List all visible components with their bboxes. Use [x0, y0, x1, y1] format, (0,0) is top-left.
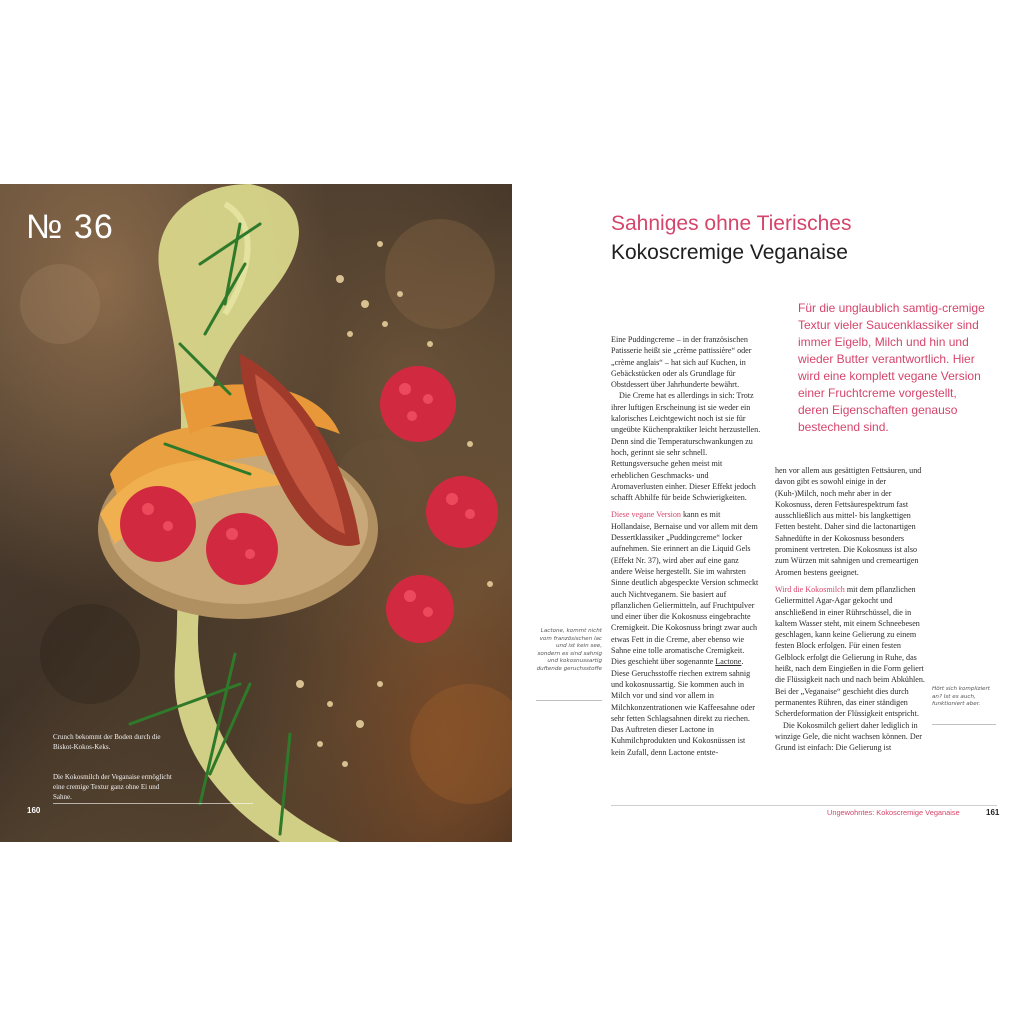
article-title: Kokoscremige Veganaise — [611, 241, 848, 264]
article-intro: Für die unglaublich samtig-cremige Textur vieler Saucenklassiker sind immer Eigelb, Milch und hin und wieder Butter verantwortlich. Hier wird eine komplett vegane Version einer Fruchtcreme vorgestellt, deren Eigenschaften genauso bestechend sind. — [798, 301, 985, 434]
food-photo — [0, 184, 512, 842]
paragraph-text: . Diese Geruchsstoffe riechen extrem sahnig und kokosnussartig. Sie kommen auch in Milch vor und sind vor allem in Milchkonzentrationen wie Kaffeesahne oder sehr fetten Schlagsahnen direkt zu riechen. Das Auftreten dieser Lactone in Kuhmilchprodukten und Kokosnüssen ist kein Zufall, denn Lactone entste- — [611, 657, 755, 757]
paragraph: Die Creme hat es allerdings in sich: Trotz ihrer luftigen Erscheinung ist sie weder ein kalorisches Leichtgewicht noch ist sie für ungeübte Küchenpraktiker leicht herzustellen. Denn sind die Temperaturschwankungen zu hoch, gerinnt sie sehr schnell. Rettungsversuche gehen meist mit erheblichen Geschmacks- und Aromaverlusten einher. Dieser Effekt jedoch schafft Abhilfe für beide Schwierigkeiten. — [611, 391, 761, 503]
paragraph-text: mit dem pflanzlichen Geliermittel Agar-Agar gekocht und anschließend in einer Rührschüssel, die in kaltem Wasser steht, mit einem Schneebesen geschlagen, kann keine Gelierung zu einem festen Block erfolgen. Für einen festen Gelblock erfolgt die Gelierung in Ruhe, das heißt, nach dem Eingießen in die Form geliert die Flüssigkeit nach und nach beim Abkühlen. Bei der „Veganaise“ geschieht dies durch permanentes Rühren, das einer ständigen Scherdeformation der Flüssigkeit entspricht. — [775, 584, 925, 719]
paragraph: hen vor allem aus gesättigten Fettsäuren, und davon gibt es sowohl einige in der (Kuh-)Milch, noch mehr aber in der Kokosnuss, deren Fettsäurespektrum fast ausschließlich aus mittel- bis langkettigen Fetten besteht. Daher sind die lactonartigen Sahnedüfte in der Kokosnuss besonders prominent vertreten. Die Kokosnuss ist also zum Würzen mit sahnigen und cremeartigen Aromen bestens geeignet. — [775, 466, 922, 577]
page-number-left: 160 — [27, 806, 41, 815]
photo-caption-texture: Die Kokosmilch der Veganaise ermöglicht eine cremige Textur ganz ohne Ei und Sahne. — [53, 773, 172, 801]
paragraph-text: kann es mit Hollandaise, Bernaise und vor allem mit dem Dessertklassiker „Puddingcreme“ locker aufnehmen. Sie erinnert an die Liquid Gels (Effekt Nr. 37), wird aber auf eine ganz andere Weise hergestellt. Sie im wahrsten Sinne deutlich abgespeckte Version schmeckt auch Nichtveganern. Sie basiert auf pflanzlichen Geliermitteln, auf Fruchtpulver und einer über die Kokosnuss eingebrachte Cremigkeit. Die Kokosnuss bringt zwar auch etwas Fett in die Creme, aber ebenso wie Sahne eine tolle aromatische Cremigkeit. Dies geschieht über sogenannte — [611, 510, 759, 667]
paragraph: Die Kokosmilch geliert daher lediglich in winzige Gele, die nicht wachsen können. Der Grund ist einfach: Die Gelierung ist — [775, 720, 922, 753]
paragraph: Eine Puddingcreme – in der französischen Patisserie heißt sie „crème pattissière“ oder „crème anglais“ – hat sich auf Kuchen, in Gebäckstücken oder als Grundlage für Obstdessert über Jahrhunderte bewährt. — [611, 335, 752, 390]
caption-divider — [53, 803, 253, 804]
margin-note-rule — [536, 700, 602, 701]
article-kicker: Sahniges ohne Tierisches — [611, 212, 852, 235]
page-number-right: 161 — [986, 808, 1000, 817]
running-head: Ungewohntes: Kokoscremige Veganaise — [827, 808, 960, 817]
underlined-term: Lactone — [715, 657, 742, 667]
text-column-2 — [775, 465, 925, 753]
footer-divider — [611, 805, 997, 806]
text-column-1 — [611, 334, 761, 758]
margin-note-rule — [932, 724, 996, 725]
paragraph — [775, 584, 925, 720]
margin-note-lactone: Lactone, kommt nicht vom französischen lac und ist kein see, sondern es sind sahnig und kokosnussartig duftende geruchsstoffe — [536, 628, 602, 672]
effect-number-label: № 36 — [26, 208, 114, 246]
photo-caption-crunch: Crunch bekommt der Boden durch die Biskot-Kokos-Keks. — [53, 733, 161, 751]
paragraph — [611, 509, 761, 758]
margin-note-complicated: Hört sich kompliziert an? Ist es auch, funktioniert aber. — [932, 686, 990, 708]
paragraph-lead: Wird die Kokosmilch — [775, 584, 845, 594]
paragraph-lead: Diese vegane Version — [611, 510, 681, 520]
